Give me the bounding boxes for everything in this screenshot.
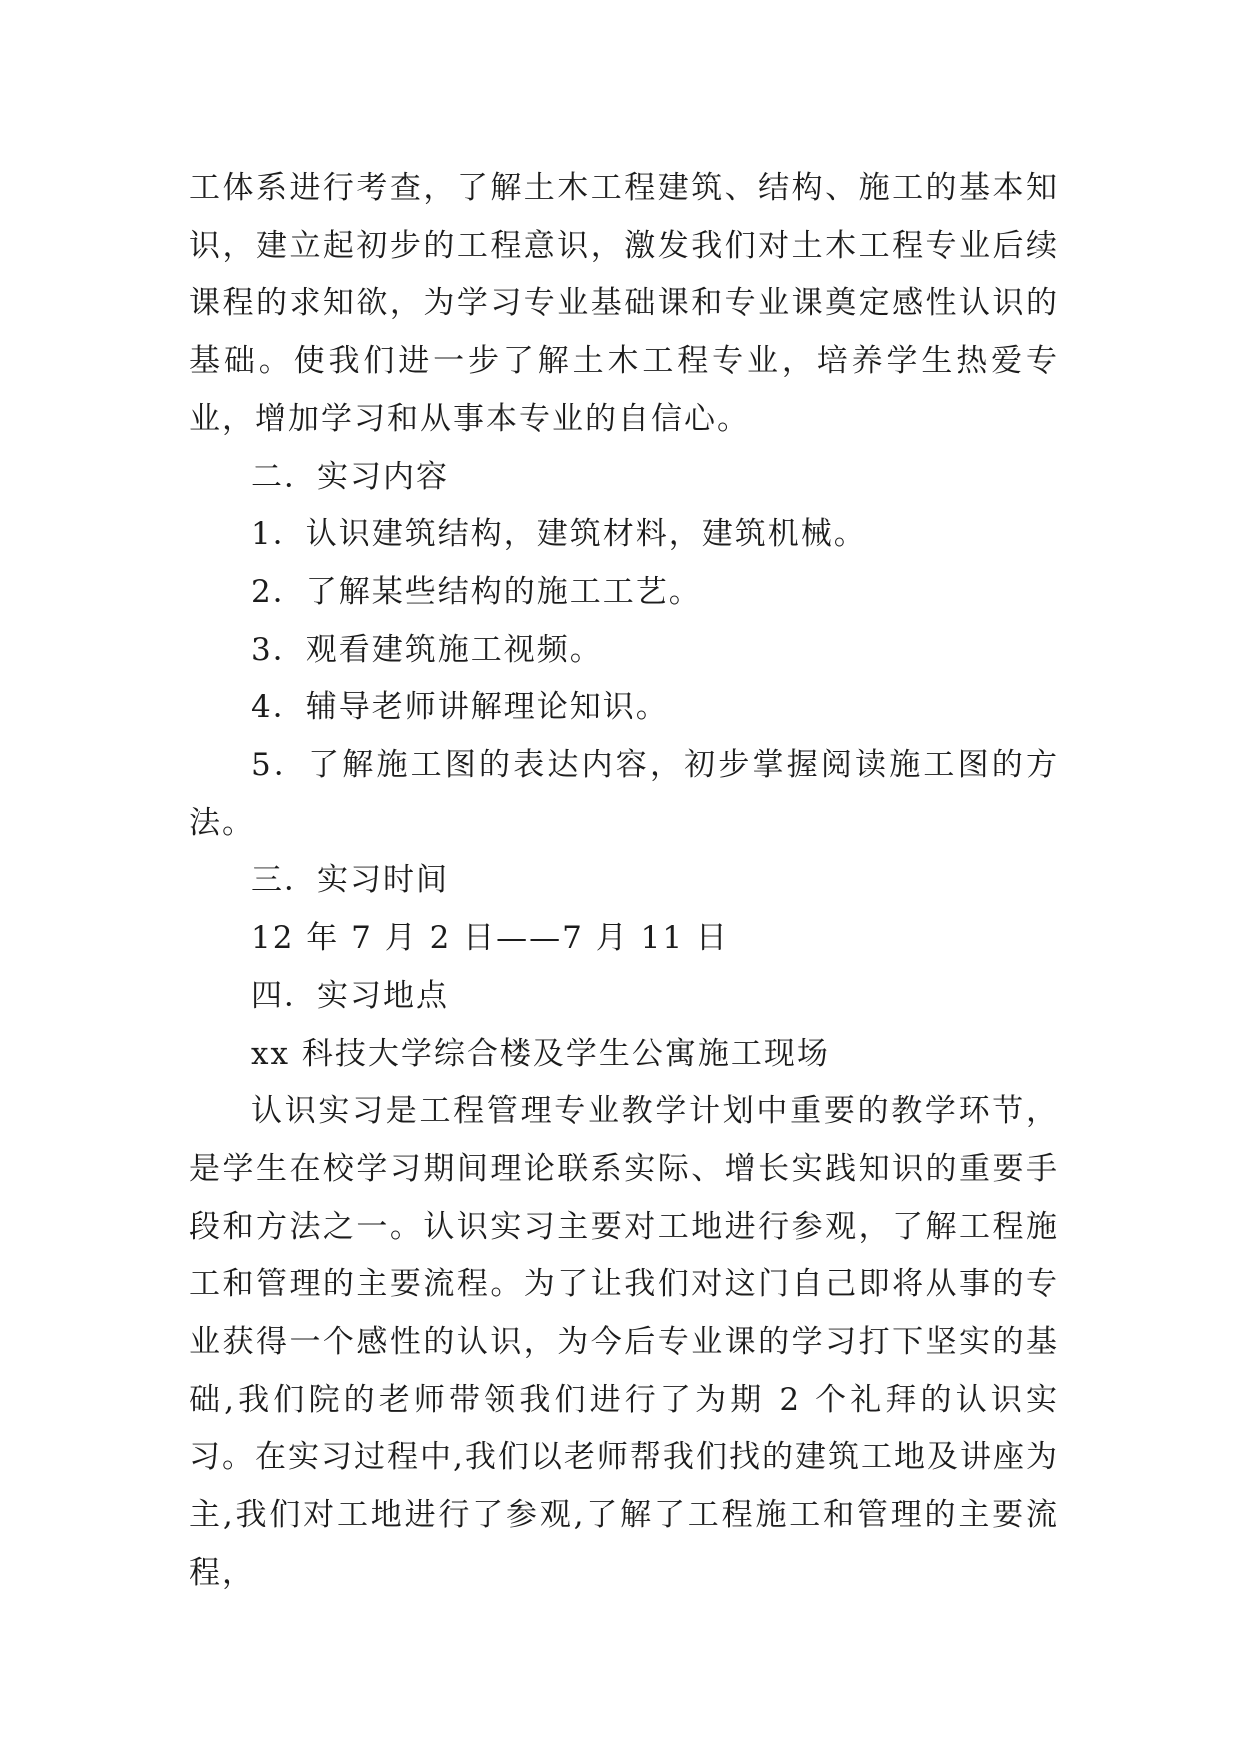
content-item-3: 3．观看建筑施工视频。 — [251, 631, 603, 668]
internship-location: xx 科技大学综合楼及学生公寓施工现场 — [251, 1035, 830, 1072]
content-item-2: 2．了解某些结构的施工工艺。 — [251, 573, 702, 610]
section-heading-time: 三．实习时间 — [251, 862, 449, 899]
content-item-4: 4．辅导老师讲解理论知识。 — [251, 689, 669, 726]
document-body — [189, 160, 1059, 1603]
objective-paragraph: 工体系进行考查，了解土木工程建筑、结构、施工的基本知识，建立起初步的工程意识，激发我们对土木工程专业后续课程的求知欲，为学习专业基础课和专业课奠定感性认识的基础。使我们进一步了解土木工程专业，培养学生热爱专业，增加学习和从事本专业的自信心。 — [189, 170, 1059, 437]
internship-dates: 12 年 7 月 2 日——7 月 11 日 — [251, 920, 729, 957]
content-item-1: 1．认识建筑结构，建筑材料，建筑机械。 — [251, 516, 867, 553]
section-heading-content: 二．实习内容 — [251, 458, 449, 495]
section-heading-location: 四．实习地点 — [251, 977, 449, 1014]
content-item-5: 5．了解施工图的表达内容，初步掌握阅读施工图的方法。 — [189, 747, 1059, 841]
summary-paragraph: 认识实习是工程管理专业教学计划中重要的教学环节，是学生在校学习期间理论联系实际、增长实践知识的重要手段和方法之一。认识实习主要对工地进行参观，了解工程施工和管理的主要流程。为了让我们对这门自己即将从事的专业获得一个感性的认识，为今后专业课的学习打下坚实的基础,我们院的老师带领我们进行了为期 2 个礼拜的认识实习。在实习过程中,我们以老师帮我们找的建筑工地及讲座为主,我们对工地进行了参观,了解了工程施工和管理的主要流程， — [189, 1093, 1059, 1591]
